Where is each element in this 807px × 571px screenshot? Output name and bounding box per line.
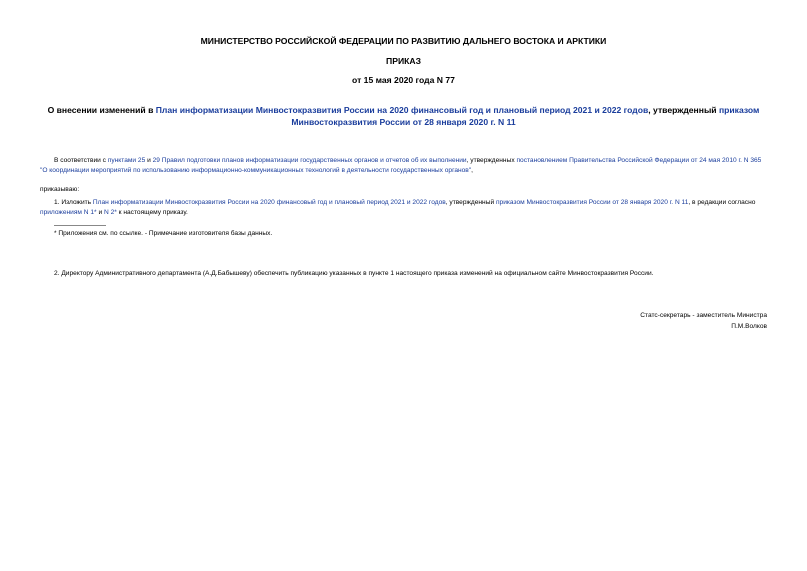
item1-text-2: , утвержденный [445, 199, 496, 206]
signature-position: Статс-секретарь - заместитель Министра [640, 312, 767, 319]
preamble-text-2: и [145, 157, 153, 164]
document-title [40, 104, 767, 128]
item1-text-1: 1. Изложить [54, 199, 93, 206]
preamble-link-rules[interactable]: 29 Правил подготовки планов информатизации государственных органов и отчетов об их выполнении [152, 157, 467, 164]
preamble-link-resolution[interactable]: постановлением Правительства Российской Федерации от 24 мая 2010 г. N 365 "О координации мероприятий по использованию информационно-коммуникационных технологий в деятельности государственных органов" [40, 157, 762, 174]
item-2-paragraph: 2. Директору Административного департамента (А.Д.Бабышеву) обеспечить публикацию указанных в пункте 1 настоящего приказа изменений на официальном сайте Минвостокразвития России. [54, 270, 654, 277]
document-date-number: от 15 мая 2020 года N 77 [352, 75, 455, 85]
item-1-paragraph [40, 198, 767, 218]
preamble-text-3: , утвержденных [466, 157, 517, 164]
item1-link-plan[interactable]: План информатизации Минвостокразвития России на 2020 финансовый год и плановый период 2021 и 2022 годов [92, 199, 446, 206]
item1-text-5: к настоящему приказу. [116, 209, 188, 216]
signature-name: П.М.Волков [731, 323, 767, 330]
preamble-paragraph [40, 156, 767, 176]
order-word: приказываю: [40, 186, 80, 193]
item1-link-appendix-1[interactable]: приложениям N 1* [40, 209, 97, 216]
title-prefix: О внесении изменений в [47, 105, 156, 115]
footnote-divider [54, 225, 106, 226]
title-middle: , утвержденный [648, 105, 719, 115]
document-type: ПРИКАЗ [386, 56, 421, 66]
preamble-link-points-25[interactable]: пунктами 25 [107, 157, 146, 164]
preamble-text-4: , [471, 167, 473, 174]
ministry-name: МИНИСТЕРСТВО РОССИЙСКОЙ ФЕДЕРАЦИИ ПО РАЗВИТИЮ ДАЛЬНЕГО ВОСТОКА И АРКТИКИ [200, 36, 607, 46]
title-order-link[interactable]: приказом Минвостокразвития России от 28 января 2020 г. N 11 [291, 105, 760, 127]
item1-link-order[interactable]: приказом Минвостокразвития России от 28 января 2020 г. N 11 [495, 199, 689, 206]
item1-text-3: , в редакции согласно [688, 199, 756, 206]
footnote: * Приложения см. по ссылке. - Примечание изготовителя базы данных. [54, 230, 273, 237]
item1-link-appendix-2[interactable]: N 2* [103, 209, 117, 216]
item1-text-4: и [96, 209, 104, 216]
title-plan-link[interactable]: План информатизации Минвостокразвития России на 2020 финансовый год и плановый период 2021 и 2022 годов [155, 105, 649, 115]
preamble-text-1: В соответствии с [54, 157, 108, 164]
